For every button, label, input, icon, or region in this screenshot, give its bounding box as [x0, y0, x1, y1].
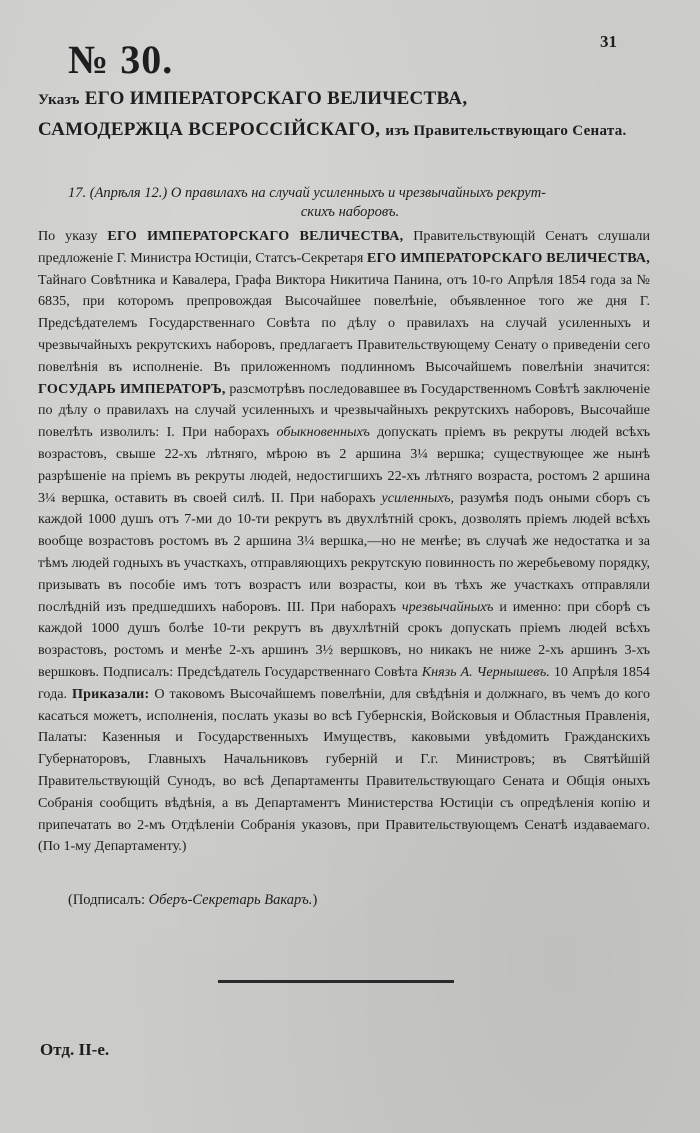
- decree-number: № 30.: [68, 37, 174, 82]
- decree-title: [38, 84, 658, 146]
- decree-subtitle: [40, 184, 660, 222]
- body-part-1: По указу: [38, 228, 108, 244]
- signature-suffix: ): [312, 892, 318, 908]
- body-part-15: 10 Апрѣля 1854 года.: [38, 663, 650, 702]
- body-part-17: О таковомъ Высочайшемъ повелѣніи, для свѣдѣнія и должнаго, въ чемъ до кого касаться можетъ, исполненія, послать указы во всѣ Губернскія, Войсковыя и Областныя Правленія, Палаты: Казенныя и Государственныхъ Имуществъ, каковыми увѣдомить Гражданскихъ Губернаторовъ, Главныхъ Начальниковъ губерній и Г.г. Министровъ; въ Святѣйшій Правительствующій Сунодъ, во всѣ Департаменты Правительствующаго Сената и Общія оныхъ Собранія сообщить вѣдѣнія, а въ Департаментъ Министерства Юстиціи съ опредѣленія копію и припечатать во 2-мъ Отдѣленіи Собранія указовъ, при Правительствующемъ Сенатѣ издаваемаго. (По 1-му Департаменту.): [38, 685, 650, 855]
- body-part-8: обыкновенныхъ: [276, 424, 370, 441]
- section-label: Отд. II-е.: [40, 1040, 110, 1059]
- decree-body: [38, 226, 650, 858]
- body-part-9: допускать пріемъ въ рекруты людей всѣхъ возрастовъ, свыше 22-хъ лѣтняго, мѣрою въ 2 аршина 3¼ вершка; существующее же нынѣ разрѣшеніе на пріемъ въ рекруты людей, недостигшихъ 22-хъ лѣтняго возраста, ростомъ 2 аршина 3¼ вершка, оставить въ своей силѣ. II. При наборахъ: [38, 424, 650, 506]
- signature: [68, 892, 317, 909]
- divider-rule: [218, 980, 454, 983]
- body-part-2: ЕГО ИМПЕРАТОРСКАГО ВЕЛИЧЕСТВА,: [107, 228, 404, 244]
- body-part-10: усиленныхъ,: [381, 489, 455, 506]
- body-part-4: ЕГО ИМПЕРАТОРСКАГО ВЕЛИЧЕСТВА,: [366, 249, 651, 266]
- page-number: 31: [600, 32, 617, 51]
- decree-title-senate: изъ Правительствующаго Сената.: [385, 123, 627, 139]
- body-part-13: и именно: при сборѣ съ каждой 1000 душъ болѣе 10-ти рекрутъ въ двухлѣтній срокъ допускать пріемъ людей всѣхъ возрастовъ, ростомъ и менѣе 2-хъ аршинъ 3½ вершковъ, но никакъ не ниже 2-хъ аршинъ 3-хъ вершковъ. Подписалъ: Предсѣдатель Государственнаго Совѣта: [38, 598, 650, 680]
- body-part-5: Тайнаго Совѣтника и Кавалера, Графа Виктора Никитича Панина, отъ 10-го Апрѣля 1854 года за № 6835, при которомъ препровождая Высочайшее повелѣніе, объявленное того же дня Г. Предсѣдателемъ Государственнаго Совѣта по дѣлу о правилахъ на случай усиленныхъ и чрезвычайныхъ рекрутскихъ наборовъ, предлагаетъ Правительствующему Сенату о приведеніи сего повелѣнія въ исполненіе. Въ приложенномъ подлинномъ Высочайшемъ повелѣніи значится:: [38, 271, 650, 375]
- decree-title-prefix: Указъ: [38, 92, 80, 108]
- subtitle-line-1: 17. (Апрѣля 12.) О правилахъ на случай усиленныхъ и чрезвычайныхъ рекрут-: [68, 185, 547, 201]
- signature-name: Оберъ-Секретарь Вакаръ.: [148, 892, 313, 908]
- body-part-3: Правительствующій Сенатъ слушали предложеніе Г. Министра Юстиціи, Статсъ-Секретаря: [38, 228, 650, 266]
- decree-title-autocrat: САМОДЕРЖЦА ВСЕРОССІЙСКАГО,: [38, 119, 381, 140]
- subtitle-line-2: скихъ наборовъ.: [300, 204, 400, 220]
- body-part-7: разсмотрѣвъ последовавшее въ Государственномъ Совѣтѣ заключеніе по дѣлу о правилахъ на случай усиленныхъ и чрезвычайныхъ рекрутскихъ наборовъ, Высочайше повелѣть изволилъ: I. При наборахъ: [38, 380, 651, 441]
- body-part-6: ГОСУДАРЬ ИМПЕРАТОРЪ,: [38, 380, 226, 397]
- decree-title-majesty: ЕГО ИМПЕРАТОРСКАГО ВЕЛИЧЕСТВА,: [84, 88, 468, 109]
- body-part-12: чрезвычайныхъ: [401, 598, 494, 615]
- signature-prefix: (Подписалъ:: [68, 892, 149, 908]
- body-part-11: разумѣя подъ оными сборъ съ каждой 1000 душъ отъ 7-ми до 10-ти рекрутъ въ двухлѣтній срокъ, дозволять пріемъ людей всѣхъ вообще возрастовъ ростомъ въ 2 аршина 3¼ вершка,—но не менѣе; въ случаѣ же недостатка и за тѣмъ людей годныхъ въ участкахъ, отправляющихъ рекрутскую повинность по жеребьевому порядку, призывать въ пособіе имъ тотъ возрастъ или возрасты, кои въ тѣхъ же участкахъ отправляли послѣдній изъ предшедшихъ наборовъ. III. При наборахъ: [38, 489, 650, 615]
- body-part-14: Князь А. Чернышевъ.: [421, 663, 550, 680]
- body-part-16: Приказали:: [71, 685, 150, 702]
